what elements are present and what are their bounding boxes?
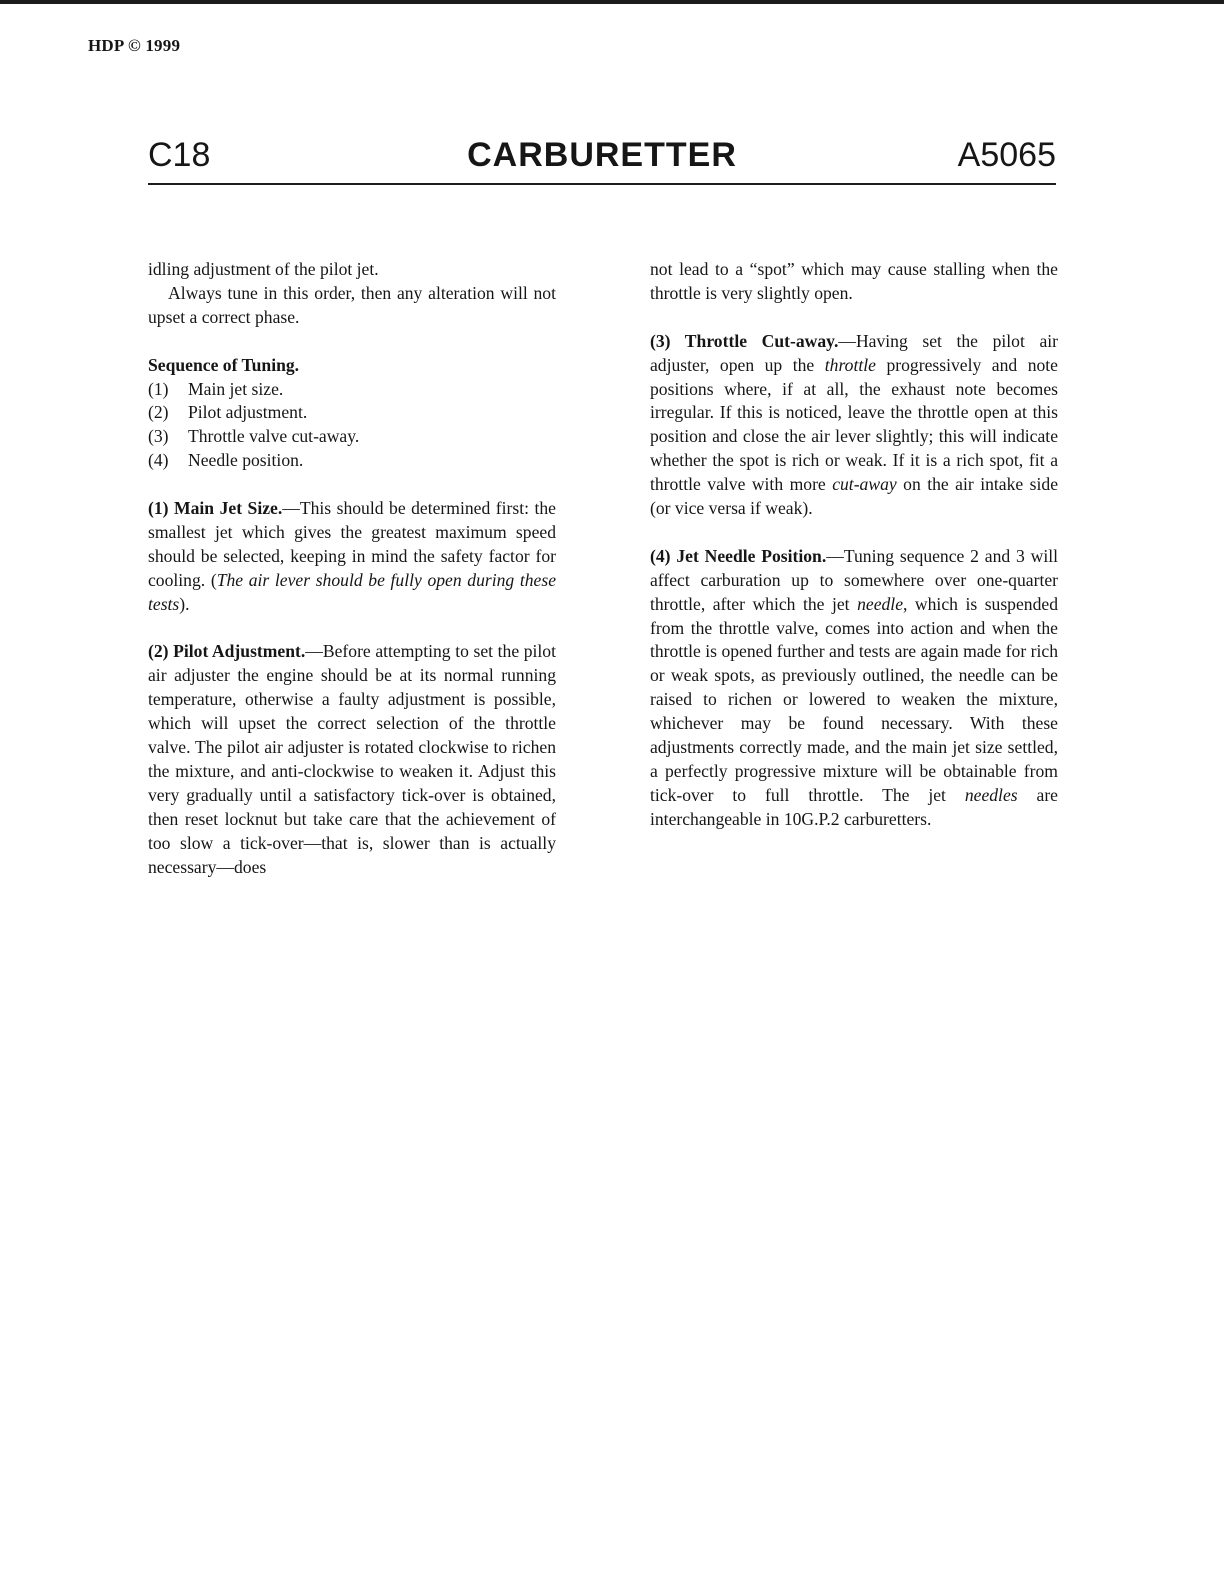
left-column bbox=[148, 258, 556, 880]
jet-needle-paragraph: (4) Jet Needle Position.—Tuning sequence 2 and 3 will affect carburation up to somewhere over one-quarter throttle, after which the jet needle, which is suspended from the throttle valve, comes into action and when the throttle is opened further and tests are again made for rich or weak spots, as previously outlined, the needle can be raised to richen or lowered to weaken the mixture, whichever may be found necessary. With these adjustments correctly made, and the main jet size settled, a perfectly progressive mixture will be obtainable from tick-over to full throttle. The jet needles are interchangeable in 10G.P.2 carburetters. bbox=[650, 545, 1058, 829]
page-header bbox=[148, 132, 1056, 184]
page-title: CARBURETTER bbox=[467, 136, 737, 174]
top-border bbox=[0, 0, 1224, 4]
main-jet-heading: (1) Main Jet Size. bbox=[148, 498, 283, 519]
sequence-heading: Sequence of Tuning. bbox=[148, 354, 300, 375]
right-column bbox=[650, 258, 1058, 832]
pilot-adjustment-heading: (2) Pilot Adjustment. bbox=[148, 641, 306, 662]
throttle-cutaway-paragraph: (3) Throttle Cut-away.—Having set the pilot air adjuster, open up the throttle progressively and note positions where, if at all, the exhaust note becomes irregular. If this is noticed, leave the throttle open at this position and close the air lever slightly; this will indicate whether the spot is rich or weak. If it is a rich spot, fit a throttle valve with more cut-away on the air intake side (or vice versa if weak). bbox=[650, 330, 1058, 519]
sequence-list bbox=[148, 378, 556, 474]
document-ref: A5065 bbox=[957, 136, 1056, 174]
continuation-paragraph: not lead to a “spot” which may cause stalling when the throttle is very slightly open. bbox=[650, 259, 1058, 303]
list-item: (2) Pilot adjustment. bbox=[148, 402, 308, 423]
list-item: (1) Main jet size. bbox=[148, 378, 284, 399]
list-item: (4) Needle position. bbox=[148, 450, 304, 471]
copyright-notice: HDP © 1999 bbox=[88, 36, 181, 55]
section-code: C18 bbox=[148, 136, 211, 174]
tuning-order-note: Always tune in this order, then any alteration will not upset a correct phase. bbox=[148, 282, 556, 327]
intro-line: idling adjustment of the pilot jet. bbox=[148, 259, 379, 279]
pilot-adjustment-paragraph: (2) Pilot Adjustment.—Before attempting to set the pilot air adjuster the engine should be at its normal running temperature, otherwise a faulty adjustment is possible, which will upset the correct selection of the throttle valve. The pilot air adjuster is rotated clockwise to richen the mixture, and anti-clockwise to weaken it. Adjust this very gradually until a satisfactory tick-over is obtained, then reset locknut but take care that the achievement of too slow a tick-over—that is, slower than is actually necessary—does bbox=[148, 641, 556, 877]
jet-needle-heading: (4) Jet Needle Position. bbox=[650, 545, 827, 566]
throttle-cutaway-heading: (3) Throttle Cut-away. bbox=[650, 330, 839, 351]
header-rule bbox=[148, 183, 1056, 185]
main-jet-paragraph: (1) Main Jet Size.—This should be determined first: the smallest jet which gives the greatest maximum speed should be selected, keeping in mind the safety factor for cooling. (The air lever should be fully open during these tests). bbox=[148, 498, 557, 614]
list-item: (3) Throttle valve cut-away. bbox=[148, 426, 360, 447]
